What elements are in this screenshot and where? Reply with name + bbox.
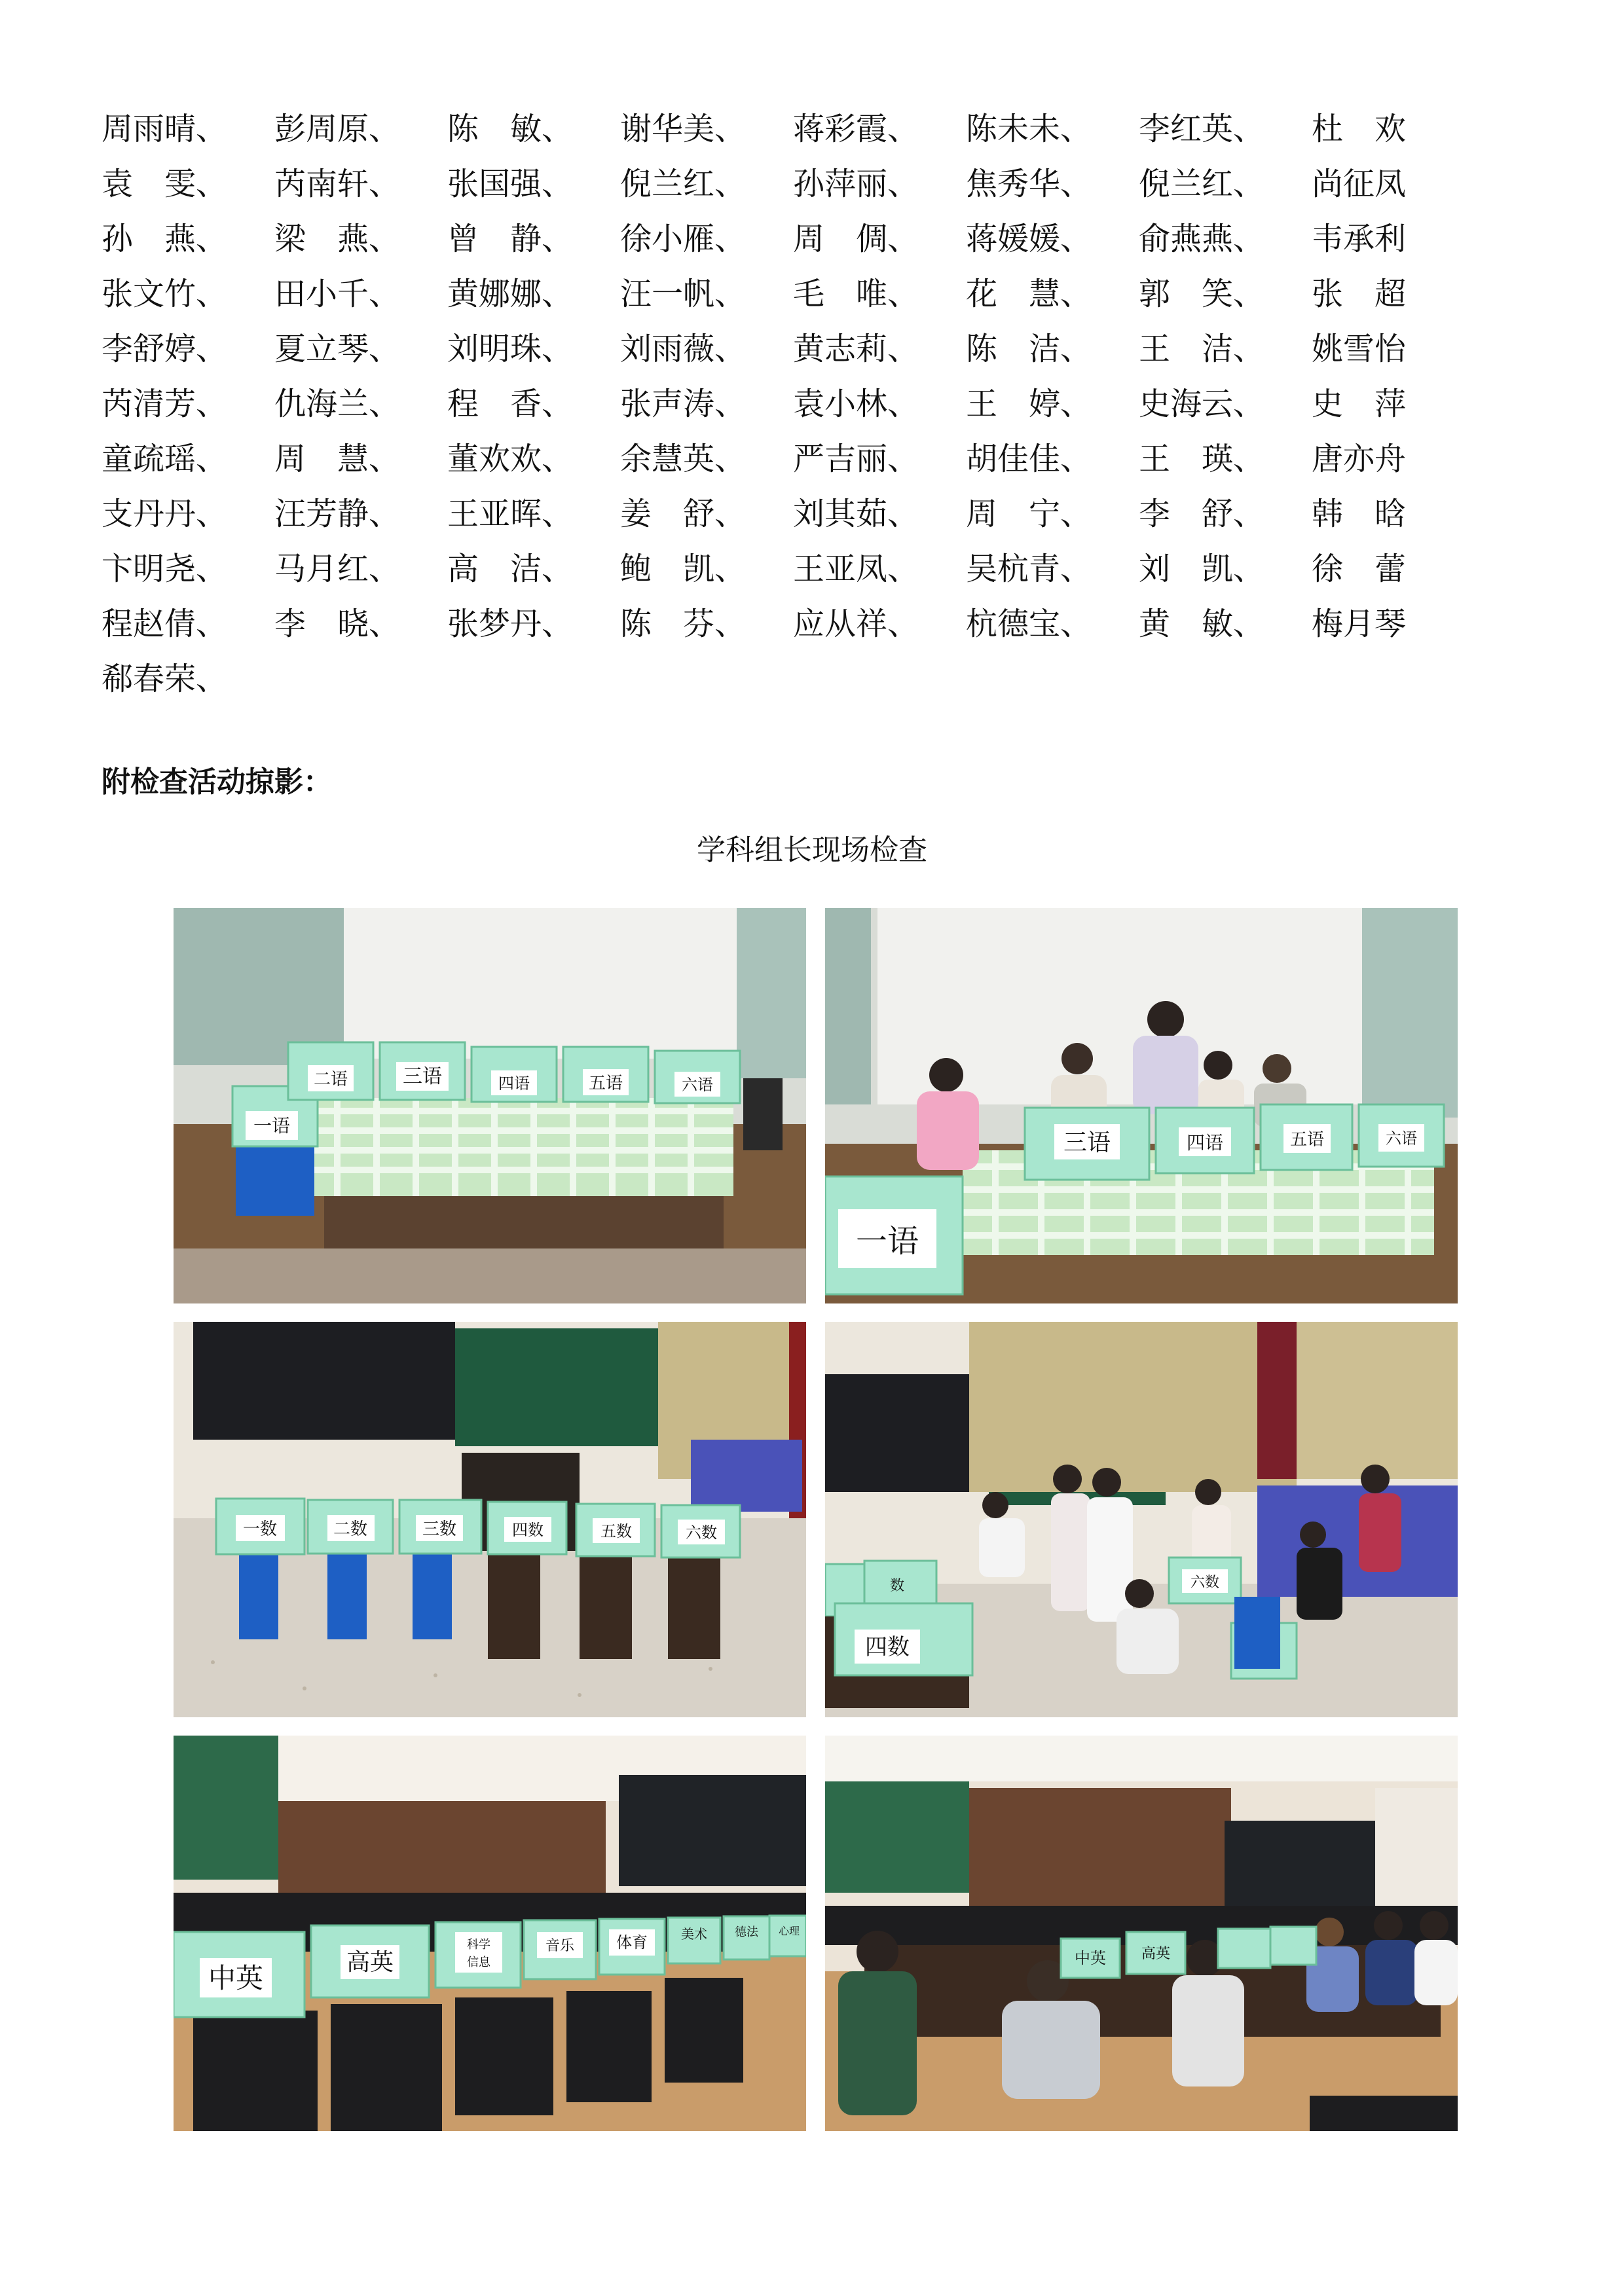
name-entry: 张声涛、 — [620, 385, 747, 422]
name-entry: 黄志莉、 — [793, 330, 919, 367]
name-entry: 史海云、 — [1139, 385, 1265, 422]
name-row — [101, 593, 1542, 648]
name-row — [101, 263, 1542, 318]
name-entry: 倪兰红、 — [620, 165, 747, 202]
name-row — [101, 428, 1542, 483]
box-label-music: 音乐 — [545, 1938, 575, 1954]
box-label-info: 信息 — [467, 1956, 490, 1969]
name-entry: 鲍 凯、 — [620, 550, 747, 587]
name-entry: 王亚晖、 — [447, 495, 574, 532]
name-entry: 郭 笑、 — [1139, 275, 1265, 312]
photo-teachers-checking-chinese — [825, 908, 1458, 1303]
name-entry: 黄娜娜、 — [447, 275, 574, 312]
name-row — [101, 648, 1542, 703]
name-entry: 刘其茹、 — [793, 495, 919, 532]
photo-math-boxes-on-stools — [174, 1322, 806, 1717]
box-label-science: 科学 — [467, 1938, 490, 1952]
box-label-math-3: 三数 — [422, 1520, 457, 1539]
name-row — [101, 483, 1542, 538]
name-entry: 陈未未、 — [966, 110, 1092, 147]
name-entry: 梁 燕、 — [274, 220, 401, 257]
name-entry: 蒋彩霞、 — [793, 110, 919, 147]
name-entry: 曾 静、 — [447, 220, 574, 257]
name-entry: 姜 舒、 — [620, 495, 747, 532]
name-entry: 吴杭青、 — [966, 550, 1092, 587]
name-entry: 毛 唯、 — [793, 275, 919, 312]
photo-teachers-checking-math — [825, 1322, 1458, 1717]
name-entry: 尚征凤 — [1312, 165, 1407, 202]
name-row — [101, 538, 1542, 593]
name-entry: 焦秀华、 — [966, 165, 1092, 202]
name-entry: 刘 凯、 — [1139, 550, 1265, 587]
name-entry: 刘雨薇、 — [620, 330, 747, 367]
box-label-english-1-closeup: 中英 — [1075, 1949, 1106, 1967]
name-entry: 陈 洁、 — [966, 330, 1092, 367]
name-entry: 郗春荣、 — [101, 660, 228, 697]
name-row — [101, 208, 1542, 263]
name-entry: 花 慧、 — [966, 275, 1092, 312]
box-label-math-6: 六数 — [686, 1523, 717, 1542]
name-row — [101, 318, 1542, 373]
name-entry: 马月红、 — [274, 550, 401, 587]
name-entry: 黄 敏、 — [1139, 605, 1265, 642]
name-entry: 史 萍 — [1312, 385, 1407, 422]
name-entry: 倪兰红、 — [1139, 165, 1265, 202]
box-label-4: 四语 — [498, 1074, 530, 1093]
name-entry: 陈 敏、 — [447, 110, 574, 147]
photo-caption: 学科组长现场检查 — [697, 833, 927, 867]
name-entry: 蒋媛媛、 — [966, 220, 1092, 257]
name-entry: 梅月琴 — [1312, 605, 1407, 642]
name-entry: 王 洁、 — [1139, 330, 1265, 367]
name-entry: 韦承利 — [1312, 220, 1407, 257]
name-entry: 汪芳静、 — [274, 495, 401, 532]
name-entry: 袁小林、 — [793, 385, 919, 422]
name-entry: 周 慧、 — [274, 440, 401, 477]
box-label-2: 二语 — [313, 1070, 348, 1089]
name-entry: 程 香、 — [447, 385, 574, 422]
name-entry: 杜 欢 — [1312, 110, 1407, 147]
name-entry: 周雨晴、 — [101, 110, 228, 147]
name-entry: 仇海兰、 — [274, 385, 401, 422]
name-entry: 徐小雁、 — [620, 220, 747, 257]
box-label-3: 三语 — [403, 1065, 442, 1088]
name-entry: 杭德宝、 — [966, 605, 1092, 642]
name-entry: 俞燕燕、 — [1139, 220, 1265, 257]
name-entry: 高 洁、 — [447, 550, 574, 587]
box-label-english-2-closeup: 高英 — [1141, 1946, 1171, 1962]
box-label-1: 一语 — [253, 1115, 291, 1137]
box-label-3-closeup: 三语 — [1063, 1129, 1111, 1156]
box-label-moral: 德法 — [735, 1925, 758, 1939]
name-entry: 王亚凤、 — [793, 550, 919, 587]
name-list — [101, 98, 1542, 703]
box-label-math-2: 二数 — [333, 1520, 368, 1539]
box-label-english-1: 中英 — [208, 1962, 264, 1994]
name-entry: 严吉丽、 — [793, 440, 919, 477]
box-label-math-partial: 数 — [889, 1578, 905, 1594]
box-label-english-2: 高英 — [346, 1949, 394, 1976]
name-entry: 芮南轩、 — [274, 165, 401, 202]
name-entry: 孙 燕、 — [101, 220, 228, 257]
name-entry: 程赵倩、 — [101, 605, 228, 642]
name-row — [101, 98, 1542, 153]
box-label-6-closeup: 六语 — [1386, 1129, 1417, 1148]
name-entry: 李舒婷、 — [101, 330, 228, 367]
name-entry: 李红英、 — [1139, 110, 1265, 147]
photo-chinese-boxes-on-stage — [174, 908, 806, 1303]
box-label-5-closeup: 五语 — [1289, 1130, 1325, 1150]
name-entry: 支丹丹、 — [101, 495, 228, 532]
name-entry: 汪一帆、 — [620, 275, 747, 312]
name-entry: 彭周原、 — [274, 110, 401, 147]
name-entry: 韩 晗 — [1312, 495, 1407, 532]
name-entry: 董欢欢、 — [447, 440, 574, 477]
name-entry: 张国强、 — [447, 165, 574, 202]
box-label-math-4-closeup: 四数 — [865, 1634, 910, 1660]
photo-teachers-checking-english — [825, 1736, 1458, 2131]
name-entry: 陈 芬、 — [620, 605, 747, 642]
name-entry: 芮清芳、 — [101, 385, 228, 422]
box-label-math-1: 一数 — [242, 1520, 278, 1539]
name-row — [101, 153, 1542, 208]
name-entry: 李 晓、 — [274, 605, 401, 642]
box-label-math-6-closeup: 六数 — [1190, 1575, 1220, 1591]
box-label-math-4: 四数 — [512, 1521, 544, 1539]
name-entry: 余慧英、 — [620, 440, 747, 477]
name-entry: 王 瑛、 — [1139, 440, 1265, 477]
name-entry: 童疏瑶、 — [101, 440, 228, 477]
name-row — [101, 373, 1542, 428]
box-label-5: 五语 — [588, 1074, 623, 1093]
name-entry: 李 舒、 — [1139, 495, 1265, 532]
name-entry: 张 超 — [1312, 275, 1407, 312]
name-entry: 胡佳佳、 — [966, 440, 1092, 477]
photo-english-and-subject-boxes — [174, 1736, 806, 2131]
box-label-pe: 体育 — [616, 1933, 648, 1952]
name-entry: 周 宁、 — [966, 495, 1092, 532]
box-label-4-closeup: 四语 — [1186, 1132, 1224, 1154]
name-entry: 周 倜、 — [793, 220, 919, 257]
box-label-psychology: 心理 — [778, 1925, 800, 1937]
section-heading: 附检查活动掠影： — [101, 765, 332, 799]
name-entry: 张梦丹、 — [447, 605, 574, 642]
box-label-art: 美术 — [681, 1926, 707, 1942]
name-entry: 唐亦舟 — [1312, 440, 1407, 477]
name-entry: 田小千、 — [274, 275, 401, 312]
name-entry: 夏立琴、 — [274, 330, 401, 367]
box-label-1-closeup: 一语 — [855, 1223, 919, 1260]
name-entry: 孙萍丽、 — [793, 165, 919, 202]
name-entry: 徐 蕾 — [1312, 550, 1407, 587]
name-entry: 刘明珠、 — [447, 330, 574, 367]
name-entry: 袁 雯、 — [101, 165, 228, 202]
name-entry: 卞明尧、 — [101, 550, 228, 587]
name-entry: 应从祥、 — [793, 605, 919, 642]
name-entry: 王 婷、 — [966, 385, 1092, 422]
name-entry: 姚雪怡 — [1312, 330, 1407, 367]
name-entry: 张文竹、 — [101, 275, 228, 312]
box-label-math-5: 五数 — [600, 1522, 632, 1540]
box-label-6: 六语 — [682, 1076, 713, 1094]
name-entry: 谢华美、 — [620, 110, 747, 147]
